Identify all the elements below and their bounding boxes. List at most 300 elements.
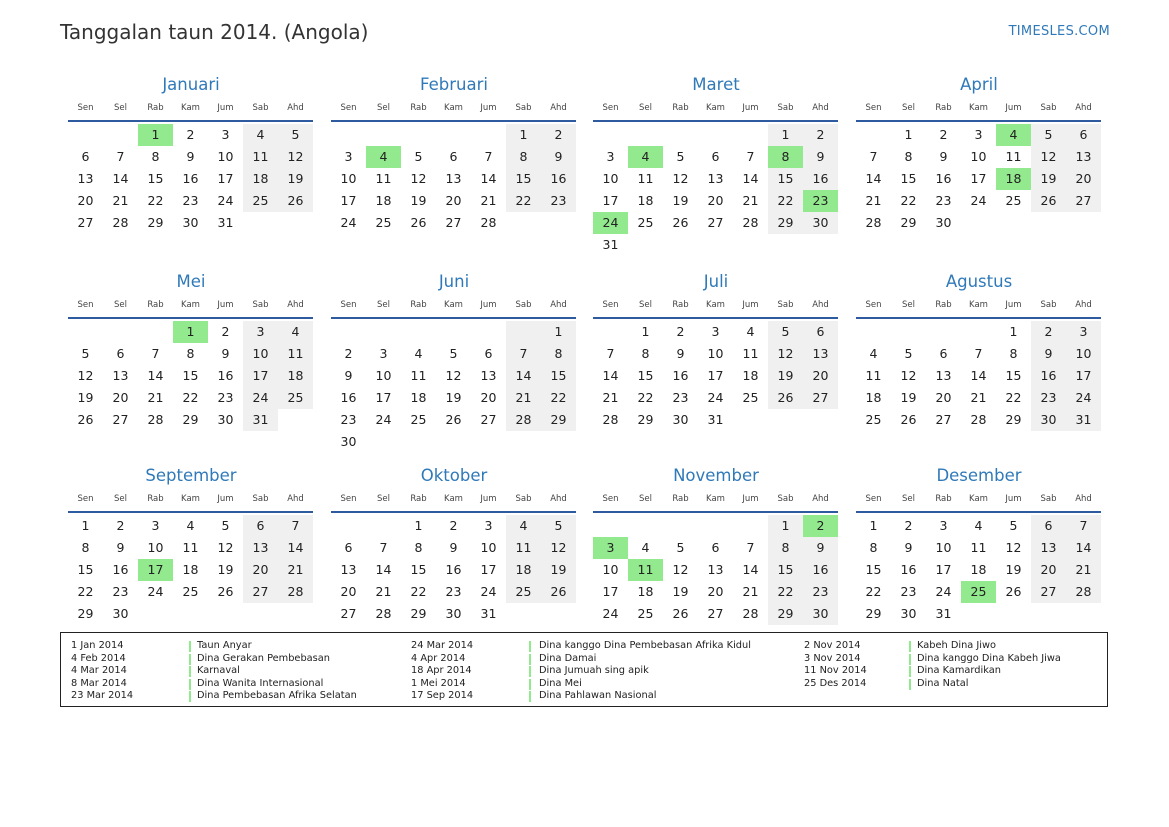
day-cell: 29 (768, 212, 803, 234)
day-cell: 8 (1009, 346, 1018, 361)
day-cell: 20 (1066, 168, 1101, 190)
weekday-label: Jum (480, 103, 497, 113)
day-cell: 20 (1031, 559, 1066, 581)
weekday-label: Kam (969, 494, 988, 504)
holiday-day-cell: 11 (628, 559, 663, 581)
holiday-date: 24 Mar 2014 (411, 640, 474, 651)
day-cell: 15 (900, 171, 917, 186)
month-divider (331, 511, 576, 513)
weekday-label: Jum (480, 494, 497, 504)
day-cell: 9 (904, 540, 913, 555)
day-cell: 4 (278, 321, 313, 343)
day-cell: 5 (221, 518, 230, 533)
day-cell: 16 (340, 390, 357, 405)
day-cell: 25 (637, 215, 654, 230)
day-cell: 28 (865, 215, 882, 230)
day-grid (856, 321, 1102, 431)
empty-cell (698, 124, 733, 146)
holiday-day-cell: 4 (628, 146, 663, 168)
day-cell: 8 (506, 146, 541, 168)
weekday-label: Ahd (1075, 300, 1092, 310)
day-cell: 22 (77, 584, 94, 599)
day-cell: 10 (243, 343, 278, 365)
day-cell: 10 (602, 171, 619, 186)
day-cell: 18 (865, 390, 882, 405)
day-cell: 22 (147, 193, 164, 208)
day-cell: 18 (278, 365, 313, 387)
empty-cell (401, 124, 436, 146)
day-cell: 23 (935, 193, 952, 208)
weekday-label: Sel (377, 300, 390, 310)
weekday-label: Sen (340, 494, 357, 504)
day-cell: 13 (112, 368, 129, 383)
day-cell: 7 (746, 149, 755, 164)
weekday-label: Sab (1040, 300, 1057, 310)
day-cell: 28 (742, 606, 759, 621)
day-cell: 15 (147, 171, 164, 186)
day-cell: 4 (186, 518, 195, 533)
weekday-label: Ahd (812, 103, 829, 113)
day-cell: 22 (410, 584, 427, 599)
day-cell: 5 (449, 346, 458, 361)
weekday-label: Sab (1040, 103, 1057, 113)
month-name: Juni (438, 272, 470, 291)
weekday-label: Jum (217, 494, 234, 504)
day-cell: 20 (445, 193, 462, 208)
day-cell: 21 (278, 559, 313, 581)
holiday-name: Dina Kamardikan (917, 665, 1001, 676)
weekday-label: Sab (252, 103, 269, 113)
weekday-label: Jum (742, 300, 759, 310)
day-cell: 20 (480, 390, 497, 405)
weekday-header (593, 98, 839, 118)
month-april (856, 72, 1102, 234)
day-cell: 5 (1009, 518, 1018, 533)
day-cell: 2 (116, 518, 125, 533)
holiday-marker-icon (909, 679, 911, 690)
day-cell: 5 (278, 124, 313, 146)
day-cell: 18 (375, 193, 392, 208)
holiday-legend (60, 632, 1108, 707)
day-cell: 7 (1066, 515, 1101, 537)
day-cell: 25 (637, 606, 654, 621)
weekday-label: Ahd (287, 494, 304, 504)
day-cell: 14 (112, 171, 129, 186)
holiday-name: Dina Damai (539, 652, 597, 664)
day-cell: 16 (935, 171, 952, 186)
weekday-label: Ahd (812, 300, 829, 310)
holiday-marker-icon (529, 654, 531, 665)
day-cell: 22 (1005, 390, 1022, 405)
day-cell: 31 (935, 606, 952, 621)
day-cell: 12 (217, 540, 234, 555)
day-cell: 25 (1005, 193, 1022, 208)
holiday-name: Dina Wanita Internasional (197, 677, 324, 689)
weekday-label: Kam (706, 494, 725, 504)
day-cell: 28 (112, 215, 129, 230)
day-cell: 21 (970, 390, 987, 405)
holiday-day-cell: 24 (593, 212, 628, 234)
day-cell: 30 (217, 412, 234, 427)
empty-cell (331, 321, 366, 343)
weekday-label: Sel (377, 103, 390, 113)
day-cell: 22 (637, 390, 654, 405)
day-cell: 7 (506, 343, 541, 365)
day-cell: 26 (217, 584, 234, 599)
month-divider (856, 317, 1101, 319)
day-cell: 8 (768, 537, 803, 559)
day-cell: 3 (243, 321, 278, 343)
holiday-name: Dina Natal (917, 677, 969, 689)
day-cell: 14 (480, 171, 497, 186)
weekday-label: Sab (777, 103, 794, 113)
weekday-header (593, 489, 839, 509)
weekday-label: Sab (777, 494, 794, 504)
day-cell: 18 (637, 584, 654, 599)
weekday-label: Sab (252, 300, 269, 310)
weekday-label: Ahd (550, 300, 567, 310)
holiday-marker-icon (909, 666, 911, 677)
day-cell: 12 (77, 368, 94, 383)
day-cell: 14 (506, 365, 541, 387)
weekday-label: Sen (602, 300, 619, 310)
day-cell: 26 (768, 387, 803, 409)
holiday-day-cell: 25 (961, 581, 996, 603)
holiday-day-cell: 8 (768, 146, 803, 168)
day-cell: 9 (541, 146, 576, 168)
day-cell: 30 (112, 606, 129, 621)
day-cell: 12 (672, 171, 689, 186)
day-cell: 6 (484, 346, 493, 361)
day-cell: 17 (602, 584, 619, 599)
holiday-date: 2 Nov 2014 (804, 640, 861, 651)
weekday-label: Sab (515, 103, 532, 113)
day-cell: 21 (375, 584, 392, 599)
day-cell: 30 (900, 606, 917, 621)
day-cell: 28 (147, 412, 164, 427)
weekday-label: Sab (252, 494, 269, 504)
day-cell: 18 (742, 368, 759, 383)
holiday-marker-icon (189, 679, 191, 690)
weekday-label: Rab (935, 103, 952, 113)
day-cell: 28 (278, 581, 313, 603)
day-cell: 14 (1066, 537, 1101, 559)
day-cell: 1 (768, 515, 803, 537)
holiday-name: Dina Pahlawan Nasional (539, 690, 657, 701)
day-cell: 24 (375, 412, 392, 427)
day-cell: 21 (147, 390, 164, 405)
day-cell: 22 (900, 193, 917, 208)
day-cell: 12 (900, 368, 917, 383)
day-cell: 13 (707, 171, 724, 186)
day-cell: 4 (974, 518, 983, 533)
weekday-label: Sel (902, 300, 915, 310)
day-cell: 2 (1031, 321, 1066, 343)
empty-cell (103, 321, 138, 343)
day-cell: 8 (414, 540, 423, 555)
empty-cell (663, 124, 698, 146)
weekday-label: Sen (340, 300, 357, 310)
day-cell: 22 (541, 387, 576, 409)
empty-cell (401, 321, 436, 343)
day-cell: 24 (935, 584, 952, 599)
day-cell: 26 (541, 581, 576, 603)
holiday-date: 17 Sep 2014 (411, 690, 474, 701)
weekday-label: Sel (639, 103, 652, 113)
empty-cell (593, 124, 628, 146)
holiday-day-cell: 1 (173, 321, 208, 343)
day-cell: 13 (1031, 537, 1066, 559)
day-cell: 23 (217, 390, 234, 405)
day-cell: 21 (742, 584, 759, 599)
holiday-name: Taun Anyar (197, 640, 252, 651)
day-cell: 24 (480, 584, 497, 599)
weekday-label: Sen (77, 103, 94, 113)
day-cell: 27 (77, 215, 94, 230)
weekday-label: Rab (672, 494, 689, 504)
weekday-label: Sel (639, 494, 652, 504)
weekday-label: Ahd (812, 494, 829, 504)
month-name: Maret (692, 75, 740, 94)
day-cell: 12 (768, 343, 803, 365)
day-cell: 26 (672, 215, 689, 230)
day-cell: 6 (243, 515, 278, 537)
day-cell: 19 (672, 584, 689, 599)
page-title: Tanggalan taun 2014. (Angola) (60, 20, 369, 44)
month-divider (331, 120, 576, 122)
day-cell: 26 (900, 412, 917, 427)
day-cell: 19 (410, 193, 427, 208)
day-cell: 7 (278, 515, 313, 537)
day-cell: 14 (278, 537, 313, 559)
month-divider (68, 511, 313, 513)
day-cell: 24 (602, 606, 619, 621)
day-cell: 27 (707, 606, 724, 621)
day-cell: 25 (506, 581, 541, 603)
weekday-label: Jum (1005, 103, 1022, 113)
month-divider (68, 120, 313, 122)
day-cell: 8 (81, 540, 90, 555)
day-cell: 13 (480, 368, 497, 383)
month-mei (68, 269, 314, 431)
holiday-name: Kabeh Dina Jiwo (917, 640, 997, 651)
holiday-date: 11 Nov 2014 (804, 665, 867, 676)
day-cell: 30 (803, 603, 838, 625)
day-cell: 29 (1005, 412, 1022, 427)
day-cell: 26 (1031, 190, 1066, 212)
day-cell: 22 (768, 190, 803, 212)
weekday-label: Rab (147, 300, 164, 310)
day-cell: 19 (217, 562, 234, 577)
empty-cell (926, 321, 961, 343)
day-cell: 18 (970, 562, 987, 577)
site-link[interactable]: TIMESLES.COM (1008, 24, 1110, 39)
day-cell: 16 (217, 368, 234, 383)
day-cell: 30 (182, 215, 199, 230)
day-cell: 24 (340, 215, 357, 230)
day-cell: 13 (935, 368, 952, 383)
day-cell: 18 (506, 559, 541, 581)
empty-cell (733, 515, 768, 537)
weekday-label: Sab (515, 494, 532, 504)
day-cell: 14 (375, 562, 392, 577)
day-cell: 30 (935, 215, 952, 230)
holiday-date: 25 Des 2014 (804, 677, 867, 689)
holiday-date: 23 Mar 2014 (71, 690, 134, 701)
day-cell: 15 (506, 168, 541, 190)
weekday-label: Sel (902, 103, 915, 113)
weekday-label: Sen (77, 494, 94, 504)
day-cell: 6 (1031, 515, 1066, 537)
empty-cell (68, 321, 103, 343)
month-maret (593, 72, 839, 256)
month-name: November (673, 466, 759, 485)
day-grid (593, 515, 839, 625)
weekday-header (68, 98, 314, 118)
day-cell: 15 (768, 559, 803, 581)
day-cell: 16 (541, 168, 576, 190)
day-cell: 14 (865, 171, 882, 186)
day-cell: 10 (147, 540, 164, 555)
weekday-label: Rab (147, 494, 164, 504)
day-cell: 10 (1066, 343, 1101, 365)
day-cell: 27 (1031, 581, 1066, 603)
holiday-date: 1 Jan 2014 (71, 640, 124, 651)
day-cell: 29 (541, 409, 576, 431)
day-cell: 21 (506, 387, 541, 409)
day-grid (331, 124, 577, 234)
day-cell: 23 (672, 390, 689, 405)
month-desember (856, 463, 1102, 625)
empty-cell (628, 124, 663, 146)
day-cell: 31 (602, 237, 619, 252)
month-juli (593, 269, 839, 431)
day-cell: 24 (970, 193, 987, 208)
day-cell: 10 (340, 171, 357, 186)
weekday-label: Ahd (550, 494, 567, 504)
weekday-label: Jum (480, 300, 497, 310)
day-cell: 8 (151, 149, 160, 164)
day-cell: 14 (147, 368, 164, 383)
day-cell: 14 (742, 562, 759, 577)
empty-cell (628, 515, 663, 537)
month-divider (593, 317, 838, 319)
weekday-label: Ahd (1075, 103, 1092, 113)
day-cell: 1 (869, 518, 878, 533)
month-agustus (856, 269, 1102, 431)
day-cell: 2 (344, 346, 353, 361)
weekday-label: Sen (602, 103, 619, 113)
day-cell: 16 (112, 562, 129, 577)
weekday-label: Sen (77, 300, 94, 310)
day-cell: 21 (480, 193, 497, 208)
empty-cell (733, 124, 768, 146)
day-cell: 17 (480, 562, 497, 577)
holiday-marker-icon (909, 654, 911, 665)
weekday-label: Jum (742, 494, 759, 504)
weekday-label: Kam (444, 494, 463, 504)
day-cell: 21 (1066, 559, 1101, 581)
day-cell: 24 (217, 193, 234, 208)
day-cell: 11 (742, 346, 759, 361)
day-cell: 19 (541, 559, 576, 581)
day-grid (856, 515, 1102, 625)
day-cell: 5 (1031, 124, 1066, 146)
day-cell: 3 (1066, 321, 1101, 343)
weekday-label: Ahd (287, 300, 304, 310)
day-cell: 27 (803, 387, 838, 409)
day-grid (68, 124, 314, 234)
weekday-label: Sen (865, 494, 882, 504)
holiday-day-cell: 23 (803, 190, 838, 212)
month-divider (856, 120, 1101, 122)
day-cell: 29 (182, 412, 199, 427)
day-cell: 11 (1005, 149, 1022, 164)
day-cell: 13 (803, 343, 838, 365)
holiday-marker-icon (189, 654, 191, 665)
day-cell: 29 (77, 606, 94, 621)
empty-cell (961, 321, 996, 343)
empty-cell (436, 321, 471, 343)
weekday-label: Sel (902, 494, 915, 504)
day-cell: 15 (1005, 368, 1022, 383)
day-cell: 3 (221, 127, 230, 142)
holiday-day-cell: 1 (138, 124, 173, 146)
month-name: Mei (176, 272, 206, 291)
holiday-day-cell: 3 (593, 537, 628, 559)
day-cell: 1 (641, 324, 650, 339)
holiday-marker-icon (189, 666, 191, 677)
day-cell: 23 (803, 581, 838, 603)
day-cell: 2 (904, 518, 913, 533)
day-cell: 30 (672, 412, 689, 427)
day-cell: 20 (243, 559, 278, 581)
empty-cell (891, 321, 926, 343)
day-cell: 15 (541, 365, 576, 387)
day-cell: 30 (1031, 409, 1066, 431)
day-cell: 25 (742, 390, 759, 405)
day-cell: 17 (707, 368, 724, 383)
day-cell: 5 (904, 346, 913, 361)
empty-cell (436, 124, 471, 146)
weekday-label: Sel (639, 300, 652, 310)
day-cell: 20 (935, 390, 952, 405)
weekday-label: Sel (114, 103, 127, 113)
weekday-label: Sen (602, 494, 619, 504)
day-cell: 21 (112, 193, 129, 208)
day-cell: 31 (1066, 409, 1101, 431)
month-divider (593, 511, 838, 513)
day-cell: 31 (243, 409, 278, 431)
day-cell: 21 (742, 193, 759, 208)
weekday-label: Jum (1005, 300, 1022, 310)
holiday-marker-icon (529, 641, 531, 652)
weekday-label: Ahd (287, 103, 304, 113)
empty-cell (366, 321, 401, 343)
day-grid (593, 321, 839, 431)
day-cell: 23 (1031, 387, 1066, 409)
day-cell: 16 (182, 171, 199, 186)
day-cell: 10 (970, 149, 987, 164)
day-cell: 17 (340, 193, 357, 208)
day-cell: 13 (707, 562, 724, 577)
day-cell: 9 (803, 537, 838, 559)
month-divider (593, 120, 838, 122)
day-grid (856, 124, 1102, 234)
weekday-label: Rab (410, 103, 427, 113)
day-cell: 16 (803, 559, 838, 581)
weekday-label: Ahd (1075, 494, 1092, 504)
